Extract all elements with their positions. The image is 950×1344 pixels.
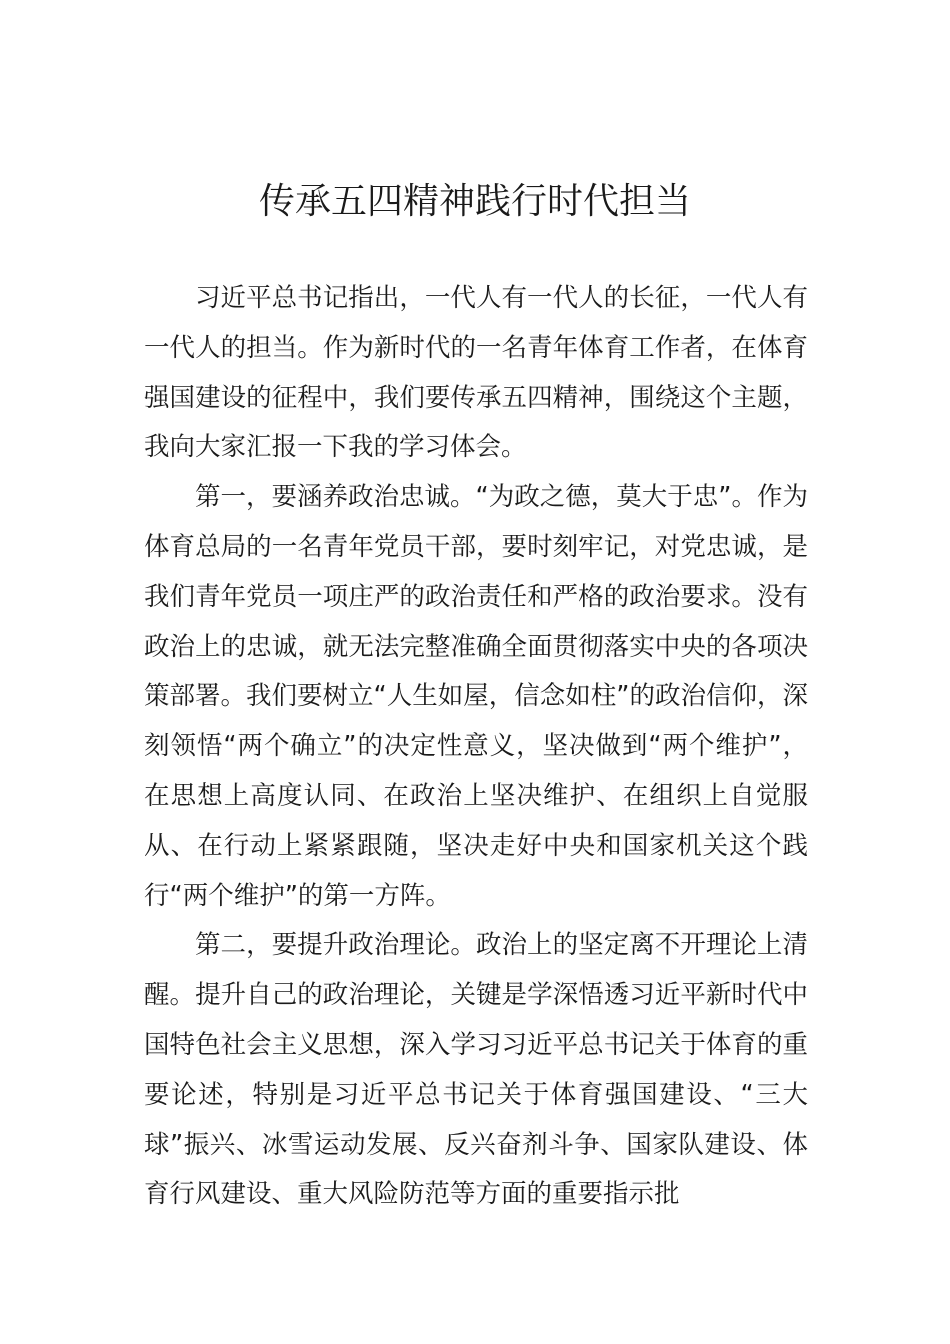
paragraph-first-point: 第一，要涵养政治忠诚。“为政之德，莫大于忠”。作为体育总局的一名青年党员干部，要时刻牢记，对党忠诚，是我们青年党员一项庄严的政治责任和严格的政治要求。没有政治上的忠诚，就无法完整准确全面贯彻落实中央的各项决策部署。我们要树立“人生如屋，信念如柱”的政治信仰，深刻领悟“两个确立”的决定性意义，坚决做到“两个维护”，在思想上高度认同、在政治上坚决维护、在组织上自觉服从、在行动上紧紧跟随，坚决走好中央和国家机关这个践行“两个维护”的第一方阵。 bbox=[144, 482, 808, 911]
paragraph-intro: 习近平总书记指出，一代人有一代人的长征，一代人有一代人的担当。作为新时代的一名青年体育工作者，在体育强国建设的征程中，我们要传承五四精神，围绕这个主题，我向大家汇报一下我的学习体会。 bbox=[144, 283, 808, 463]
paragraph-second-point: 第二，要提升政治理论。政治上的坚定离不开理论上清醒。提升自己的政治理论，关键是学深悟透习近平新时代中国特色社会主义思想，深入学习习近平总书记关于体育的重要论述，特别是习近平总书记关于体育强国建设、“三大球”振兴、冰雪运动发展、反兴奋剂斗争、国家队建设、体育行风建设、重大风险防范等方面的重要指示批 bbox=[144, 930, 808, 1210]
document-body bbox=[144, 274, 808, 1220]
document-title: 传承五四精神践行时代担当 bbox=[258, 181, 691, 222]
